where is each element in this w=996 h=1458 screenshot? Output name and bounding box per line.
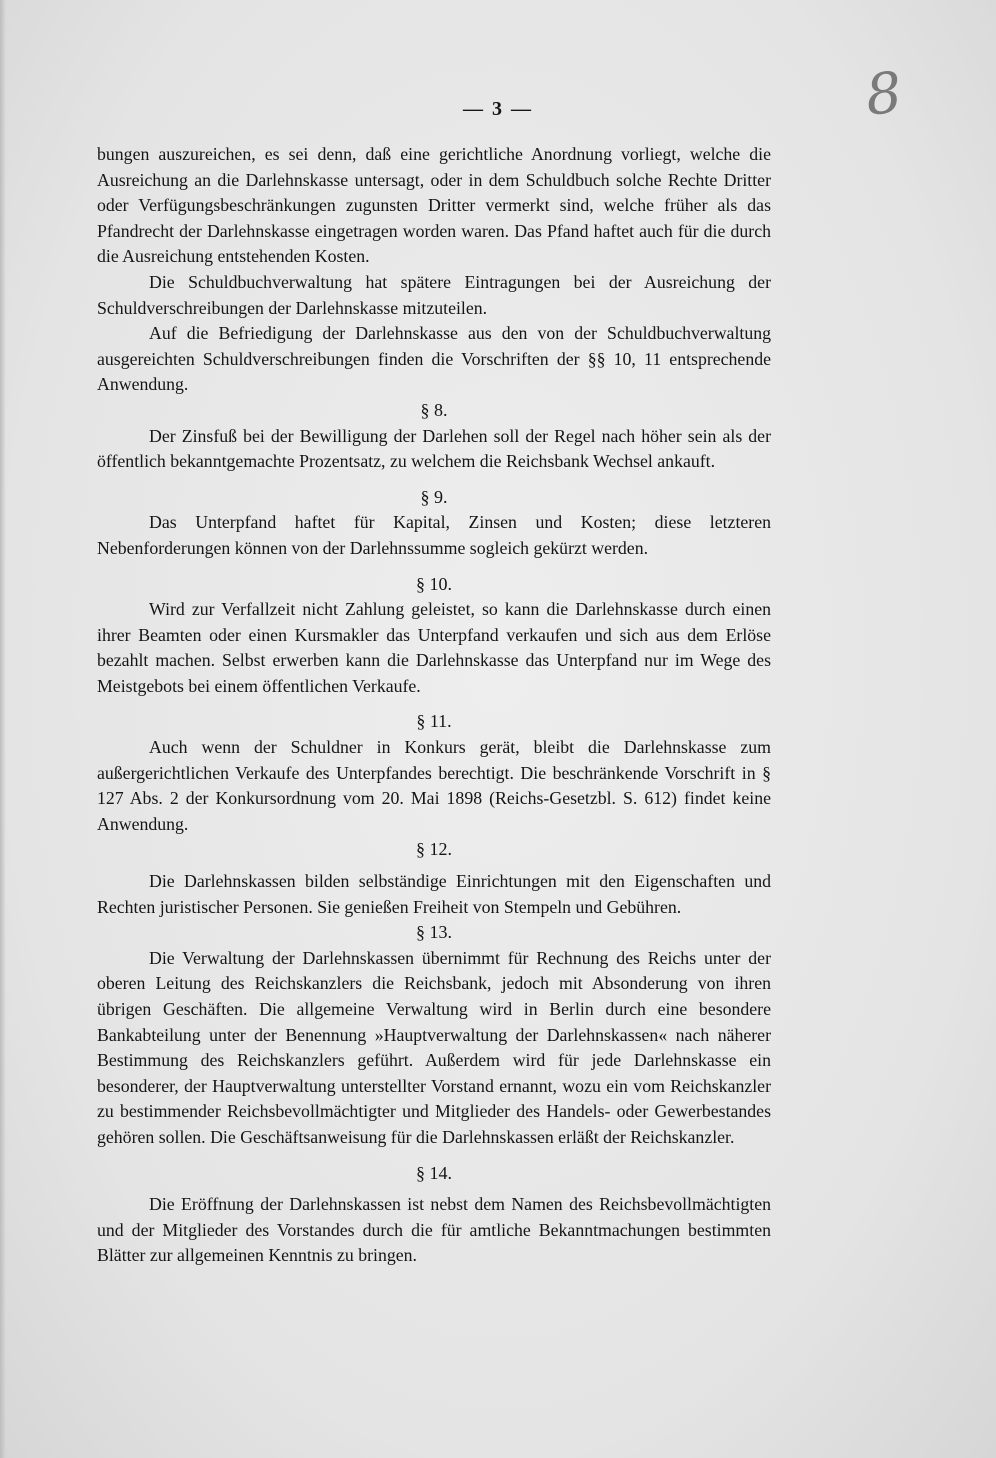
section-heading: § 8. (420, 399, 448, 420)
section-heading: § 9. (420, 486, 448, 507)
paragraph: Die Verwaltung der Darlehnskassen übernimmt für Rechnung des Reichs unter der oberen Leitung des Reichskanzlers die Reichsbank, jedoch mit Absonderung von ihren übrigen Geschäften. Die allgemeine Verwaltung wird in Berlin durch eine besondere Bankabteilung unter der Benennung »Hauptverwaltung der Darlehnskassen« nach näherer Bestimmung des Reichskanzlers geführt. Außerdem wird für jede Darlehnskasse ein besonderer, der Hauptverwaltung unterstellter Vorstand ernannt, wozu ein vom Reichskanzler zu bestimmender Reichsbevollmächtigter und Mitglieder des Handels- oder Gewerbestandes gehören sollen. Die Geschäftsanweisung für die Darlehnskassen erläßt der Reichskanzler. (97, 947, 771, 1147)
section-heading: § 10. (416, 573, 452, 594)
paragraph: Das Unterpfand haftet für Kapital, Zinsen und Kosten; diese letzteren Nebenforderungen können von der Darlehnssumme sogleich gekürzt werden. (97, 512, 771, 558)
paragraph: Auf die Befriedigung der Darlehnskasse aus den von der Schuldbuchverwaltung ausgereichten Schuldverschreibungen finden die Vorschriften der §§ 10, 11 entsprechende Anwendung. (97, 323, 771, 395)
handwritten-page-note: 8 (862, 60, 905, 129)
section-heading: § 13. (416, 922, 452, 943)
page-number: — 3 — (463, 98, 533, 120)
page-edge-shadow (0, 0, 6, 1458)
paragraph: Die Schuldbuchverwaltung hat spätere Eintragungen bei der Ausreichung der Schuldverschreibungen der Darlehnskasse mitzuteilen. (97, 271, 771, 318)
paragraph: Die Eröffnung der Darlehnskassen ist nebst dem Namen des Reichsbevollmächtigten und der Mitglieder des Vorstandes durch die für amtliche Bekanntmachungen bestimmten Blätter zur allgemeinen Kenntnis zu bringen. (97, 1194, 771, 1266)
section-heading: § 12. (416, 839, 452, 860)
body-text (97, 142, 771, 1269)
paragraph: bungen auszureichen, es sei denn, daß eine gerichtliche Anordnung vorliegt, welche die Ausreichung an die Darlehnskasse untersagt, oder in dem Schuldbuch solche Rechte Dritter oder Verfügungsbeschränkungen zugunsten Dritter vermerkt sind, welche früher als das Pfandrecht der Darlehnskasse eingetragen worden waren. Das Pfand haftet auch für die durch die Ausreichung entstehenden Kosten. (97, 144, 771, 267)
paragraph: Wird zur Verfallzeit nicht Zahlung geleistet, so kann die Darlehnskasse durch einen ihrer Beamten oder einen Kursmakler das Unterpfand verkaufen und sich aus dem Erlöse bezahlt machen. Selbst erwerben kann die Darlehnskasse das Unterpfand nur im Wege des Meistgebots bei einem öffentlichen Verkaufe. (97, 599, 771, 696)
section-heading: § 11. (416, 711, 452, 732)
paragraph: Auch wenn der Schuldner in Konkurs gerät, bleibt die Darlehnskasse zum außergerichtlichen Verkaufe des Unterpfandes berechtigt. Die beschränkende Vorschrift in § 127 Abs. 2 der Konkursordnung vom 20. Mai 1898 (Reichs-Gesetzbl. S. 612) findet keine Anwendung. (97, 737, 771, 834)
paragraph: Die Darlehnskassen bilden selbständige Einrichtungen mit den Eigenschaften und Rechten juristischer Personen. Sie genießen Freiheit von Stempeln und Gebühren. (97, 871, 771, 917)
paragraph: Der Zinsfuß bei der Bewilligung der Darlehen soll der Regel nach höher sein als der öffentlich bekanntgemachte Prozentsatz, zu welchem die Reichsbank Wechsel ankauft. (97, 425, 771, 472)
section-heading: § 14. (416, 1162, 452, 1183)
